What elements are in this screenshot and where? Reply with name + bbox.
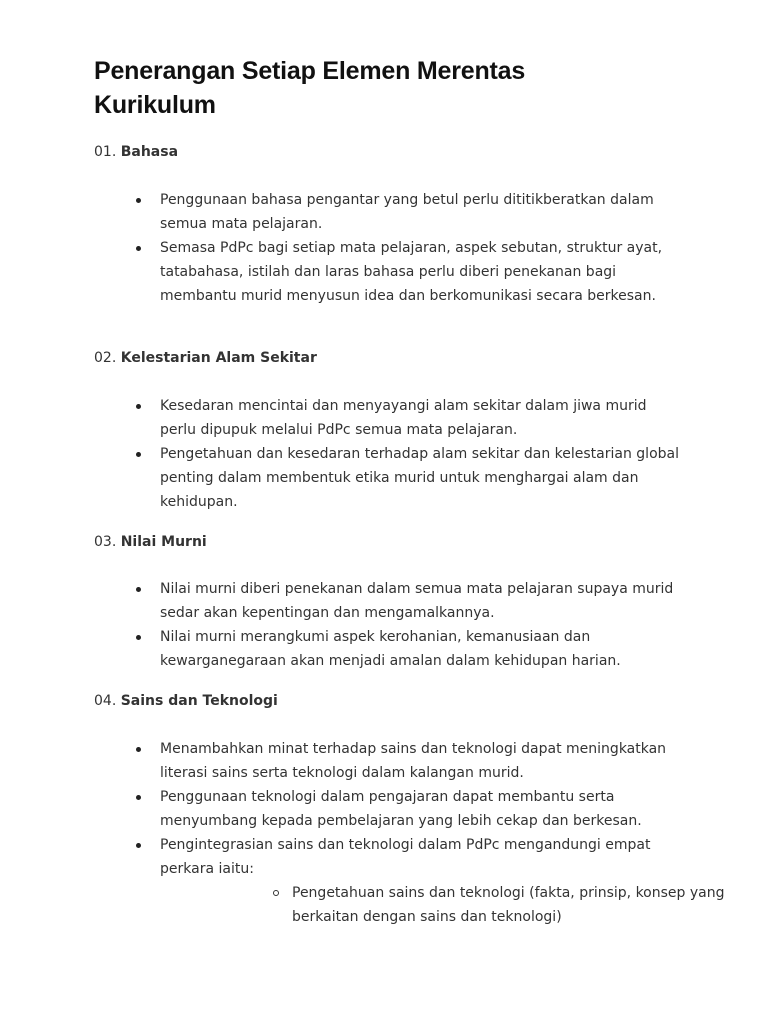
- list-item-text: Penggunaan bahasa pengantar yang betul perlu dititikberatkan dalam semua mata pelajaran.: [160, 192, 654, 232]
- list-item: [94, 737, 684, 785]
- bullet-icon: [136, 246, 141, 251]
- bullet-icon: [136, 452, 141, 457]
- bullet-icon: [136, 843, 141, 848]
- section-number: 01.: [94, 144, 117, 160]
- section-heading: [94, 532, 207, 552]
- section-heading: [94, 142, 178, 162]
- list-item-text: Penggunaan teknologi dalam pengajaran dapat membantu serta menyumbang kepada pembelajaran yang lebih cekap dan berkesan.: [160, 789, 642, 829]
- list-item-text: Pengintegrasian sains dan teknologi dalam PdPc mengandungi empat perkara iaitu:: [160, 837, 651, 877]
- list-item-text: Nilai murni diberi penekanan dalam semua mata pelajaran supaya murid sedar akan kepentingan dan mengamalkannya.: [160, 581, 674, 621]
- sub-list-item-text: Pengetahuan sains dan teknologi (fakta, prinsip, konsep yang berkaitan dengan sains dan teknologi): [292, 885, 725, 925]
- list-item: [94, 188, 684, 236]
- list-item-text: Pengetahuan dan kesedaran terhadap alam sekitar dan kelestarian global penting dalam membentuk etika murid untuk menghargai alam dan kehidupan.: [160, 446, 679, 510]
- section-label: Nilai Murni: [120, 534, 207, 550]
- bullet-icon: [136, 404, 141, 409]
- bullet-icon: [136, 198, 141, 203]
- list-item: [94, 625, 684, 673]
- bullet-icon: [136, 635, 141, 640]
- list-item-text: Menambahkan minat terhadap sains dan teknologi dapat meningkatkan literasi sains serta teknologi dalam kalangan murid.: [160, 741, 667, 781]
- bullet-list: [94, 188, 684, 308]
- section-number: 04.: [94, 693, 117, 709]
- list-item: [94, 236, 684, 308]
- list-item-text: Semasa PdPc bagi setiap mata pelajaran, aspek sebutan, struktur ayat, tatabahasa, istilah dan laras bahasa perlu diberi penekanan bagi membantu murid menyusun idea dan berkomunikasi secara berkesan.: [160, 240, 663, 304]
- section-label: Sains dan Teknologi: [120, 693, 278, 709]
- list-item: [94, 785, 684, 833]
- sub-list-item: [292, 881, 725, 929]
- section-number: 03.: [94, 534, 117, 550]
- bullet-icon: [136, 747, 141, 752]
- bullet-list: [94, 577, 684, 673]
- section-label: Bahasa: [120, 144, 179, 160]
- bullet-list: [94, 737, 725, 929]
- list-item-text: Nilai murni merangkumi aspek kerohanian, kemanusiaan dan kewarganegaraan akan menjadi amalan dalam kehidupan harian.: [160, 629, 621, 669]
- page-title: Penerangan Setiap Elemen Merentas Kurikulum: [94, 57, 526, 119]
- sub-bullet-list: [160, 881, 725, 929]
- list-item: [94, 442, 684, 514]
- list-item-text: Kesedaran mencintai dan menyayangi alam sekitar dalam jiwa murid perlu dipupuk melalui PdPc semua mata pelajaran.: [160, 398, 647, 438]
- list-item: [94, 577, 684, 625]
- list-item: [94, 833, 725, 929]
- section-number: 02.: [94, 350, 117, 366]
- section-label: Kelestarian Alam Sekitar: [120, 350, 317, 366]
- bullet-list: [94, 394, 684, 514]
- document-page: [94, 54, 694, 122]
- bullet-icon: [136, 795, 141, 800]
- bullet-icon: [136, 587, 141, 592]
- hollow-bullet-icon: [273, 890, 279, 896]
- section-heading: [94, 348, 317, 368]
- section-heading: [94, 691, 278, 711]
- list-item: [94, 394, 684, 442]
